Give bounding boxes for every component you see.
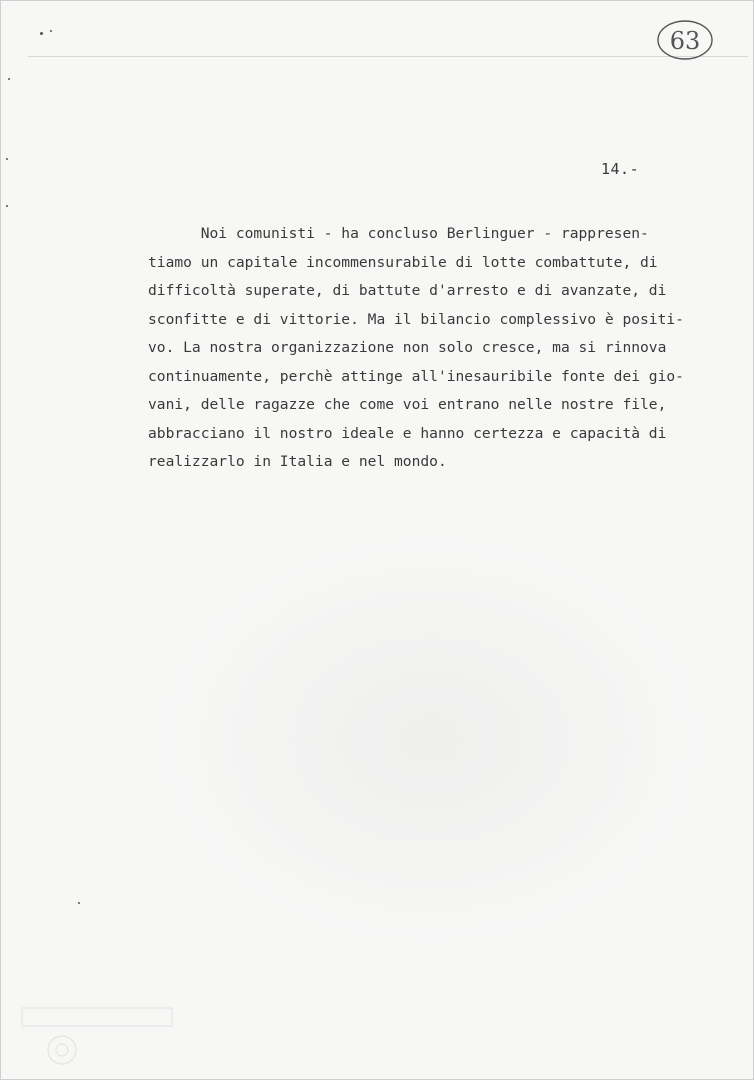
circle-stamp-icon — [656, 18, 714, 62]
typed-paragraph — [148, 220, 738, 477]
page-number: 14.- — [601, 160, 640, 178]
margin-speck — [6, 158, 8, 160]
paragraph-line: difficoltà superate, di battute d'arresto e di avanzate, di — [148, 282, 667, 299]
paragraph-line: Noi comunisti - ha concluso Berlinguer - rappresen- — [148, 225, 649, 242]
paragraph-line: tiamo un capitale incommensurabile di lotte combattute, di — [148, 253, 658, 271]
paragraph-line: vo. La nostra organizzazione non solo cresce, ma si rinnova — [148, 339, 667, 356]
archive-number-stamp — [656, 18, 714, 62]
paragraph-line: abbracciano il nostro ideale e hanno certezza e capacità di — [148, 424, 667, 442]
show-through-shadow — [150, 530, 710, 950]
paragraph-line: realizzarlo in Italia e nel mondo. — [148, 453, 447, 470]
paragraph-line: sconfitte e di vittorie. Ma il bilancio complessivo è positi- — [148, 310, 684, 328]
margin-speck — [8, 78, 10, 80]
paragraph-line: continuamente, perchè attinge all'inesauribile fonte dei gio- — [148, 367, 684, 385]
archive-watermark — [12, 1000, 192, 1070]
margin-speck — [78, 902, 80, 904]
top-rule — [28, 56, 748, 57]
watermark-logo-icon — [12, 1000, 192, 1070]
margin-speck — [40, 32, 43, 35]
margin-speck — [50, 30, 52, 32]
archive-number-text: 63 — [669, 27, 701, 55]
margin-speck — [6, 205, 8, 207]
paragraph-line: vani, delle ragazze che come voi entrano nelle nostre file, — [148, 396, 667, 413]
